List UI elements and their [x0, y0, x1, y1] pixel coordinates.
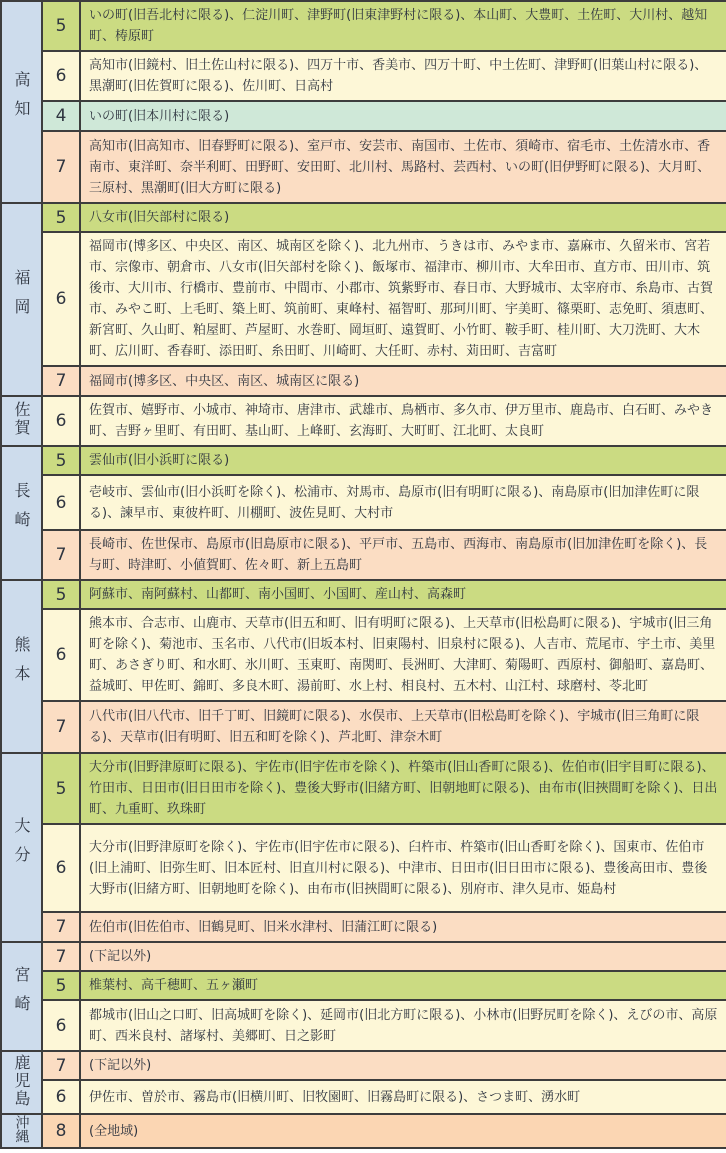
prefecture-label: 宮崎: [12, 965, 31, 1024]
municipality-list: (下記以外): [80, 942, 726, 971]
zone-number: 6: [42, 609, 80, 701]
zone-number: 8: [42, 1114, 80, 1148]
prefecture-okinawa: [1, 1114, 42, 1148]
zone-number: 6: [42, 1080, 80, 1114]
municipality-list: (下記以外): [80, 1051, 726, 1080]
table-row: [1, 580, 726, 609]
table-row: [1, 1051, 726, 1080]
municipality-list: 伊佐市、曽於市、霧島市(旧横川町、旧牧園町、旧霧島町に限る)、さつま町、湧水町: [80, 1080, 726, 1114]
prefecture-fukuoka: [1, 203, 42, 396]
prefecture-miyazaki: [1, 942, 42, 1051]
prefecture-saga: [1, 396, 42, 446]
zone-number: 6: [42, 396, 80, 446]
municipality-list: いの町(旧吾北村に限る)、仁淀川町、津野町(旧東津野村に限る)、本山町、大豊町、土佐町、大川村、越知町、梼原町: [80, 1, 726, 51]
zone-number: 5: [42, 1, 80, 51]
table-row: [1, 396, 726, 446]
prefecture-label: 鹿児島: [12, 1053, 31, 1108]
prefecture-label: 福岡: [12, 268, 31, 327]
zone-number: 4: [42, 101, 80, 131]
prefecture-label: 長崎: [12, 482, 31, 540]
table-row: [1, 701, 726, 753]
municipality-list: 大分市(旧野津原町に限る)、宇佐市(旧宇佐市を除く)、杵築市(旧山香町に限る)、佐伯市(旧宇目町に限る)、竹田市、日田市(旧日田市を除く)、豊後大野市(旧緒方町、旧朝地町に限る)、由布市(旧挾間町を除く)、日出町、九重町、玖珠町: [80, 753, 726, 824]
prefecture-label: 熊本: [12, 635, 31, 694]
zone-number: 7: [42, 366, 80, 396]
zone-number: 5: [42, 971, 80, 1000]
zone-number: 7: [42, 942, 80, 971]
table-row: [1, 366, 726, 396]
zone-number: 5: [42, 580, 80, 609]
table-row: [1, 753, 726, 824]
municipality-list: 八女市(旧矢部村に限る): [80, 203, 726, 232]
prefecture-kagoshima: [1, 1051, 42, 1114]
table-row: [1, 912, 726, 942]
municipality-list: 大分市(旧野津原町を除く)、宇佐市(旧宇佐市に限る)、臼杵市、杵築市(旧山香町を除く)、国東市、佐伯市(旧上浦町、旧弥生町、旧本匠村、旧直川村に限る)、中津市、日田市(旧日田市に限る)、豊後高田市、豊後大野市(旧緒方町、旧朝地町を除く)、由布市(旧挾間町に限る)、別府市、津久見市、姫島村: [80, 824, 726, 912]
table-row: [1, 1114, 726, 1148]
table-row: [1, 609, 726, 701]
table-row: [1, 1, 726, 51]
municipality-list: (全地域): [80, 1114, 726, 1148]
municipality-list: 椎葉村、高千穂町、五ヶ瀬町: [80, 971, 726, 1000]
prefecture-label: 沖縄: [13, 1115, 30, 1143]
municipality-list: 高知市(旧高知市、旧春野町に限る)、室戸市、安芸市、南国市、土佐市、須崎市、宿毛市、土佐清水市、香南市、東洋町、奈半利町、田野町、安田町、北川村、馬路村、芸西村、いの町(旧伊野町に限る)、大月町、三原村、黒潮町(旧大方町に限る): [80, 131, 726, 203]
table-row: [1, 203, 726, 232]
municipality-list: 壱岐市、雲仙市(旧小浜町を除く)、松浦市、対馬市、島原市(旧有明町に限る)、南島原市(旧加津佐町に限る)、諫早市、東彼杵町、川棚町、波佐見町、大村市: [80, 475, 726, 530]
municipality-list: 熊本市、合志市、山鹿市、天草市(旧五和町、旧有明町に限る)、上天草市(旧松島町に限る)、宇城市(旧三角町を除く)、菊池市、玉名市、八代市(旧坂本村、旧東陽村、旧泉村に限る)、人吉市、荒尾市、宇土市、美里町、あさぎり町、和水町、氷川町、玉東町、南関町、長洲町、大津町、菊陽町、西原村、御船町、嘉島町、益城町、甲佐町、錦町、多良木町、湯前町、水上村、相良村、五木村、山江村、球磨村、苓北町: [80, 609, 726, 701]
zone-number: 7: [42, 530, 80, 580]
prefecture-nagasaki: [1, 446, 42, 580]
prefecture-label: 高知: [12, 71, 31, 129]
municipality-list: 阿蘇市、南阿蘇村、山都町、南小国町、小国町、産山村、高森町: [80, 580, 726, 609]
zone-number: 6: [42, 51, 80, 101]
prefecture-oita: [1, 753, 42, 942]
table-row: [1, 824, 726, 912]
municipality-list: 佐伯市(旧佐伯市、旧鶴見町、旧米水津村、旧蒲江町に限る): [80, 912, 726, 942]
zone-number: 7: [42, 912, 80, 942]
table-row: [1, 51, 726, 101]
table-row: [1, 446, 726, 475]
table-row: [1, 942, 726, 971]
zone-number: 7: [42, 701, 80, 753]
prefecture-kumamoto: [1, 580, 42, 753]
table-row: [1, 101, 726, 131]
table-row: [1, 131, 726, 203]
zone-number: 6: [42, 824, 80, 912]
zone-number: 6: [42, 232, 80, 366]
municipality-list: 佐賀市、嬉野市、小城市、神埼市、唐津市、武雄市、鳥栖市、多久市、伊万里市、鹿島市、白石町、みやき町、吉野ヶ里町、有田町、基山町、上峰町、玄海町、大町町、江北町、太良町: [80, 396, 726, 446]
municipality-list: 八代市(旧八代市、旧千丁町、旧鏡町に限る)、水俣市、上天草市(旧松島町を除く)、宇城市(旧三角町に限る)、天草市(旧有明町、旧五和町を除く)、芦北町、津奈木町: [80, 701, 726, 753]
zone-number: 6: [42, 1000, 80, 1051]
prefecture-label: 佐賀: [12, 401, 31, 437]
municipality-list: 高知市(旧鏡村、旧土佐山村に限る)、四万十市、香美市、四万十町、中土佐町、津野町(旧葉山村に限る)、黒潮町(旧佐賀町に限る)、佐川町、日高村: [80, 51, 726, 101]
municipality-list: 都城市(旧山之口町、旧高城町を除く)、延岡市(旧北方町に限る)、小林市(旧野尻町を除く)、えびの市、高原町、西米良村、諸塚村、美郷町、日之影町: [80, 1000, 726, 1051]
prefecture-label: 大分: [12, 816, 31, 875]
municipality-list: 雲仙市(旧小浜町に限る): [80, 446, 726, 475]
prefecture-kochi: [1, 1, 42, 203]
municipality-list: 福岡市(博多区、中央区、南区、城南区に限る): [80, 366, 726, 396]
table-row: [1, 232, 726, 366]
table-row: [1, 971, 726, 1000]
table-row: [1, 1000, 726, 1051]
zone-number: 5: [42, 203, 80, 232]
zone-number: 7: [42, 1051, 80, 1080]
zone-number: 7: [42, 131, 80, 203]
table-row: [1, 475, 726, 530]
municipality-list: 福岡市(博多区、中央区、南区、城南区を除く)、北九州市、うきは市、みやま市、嘉麻市、久留米市、宮若市、宗像市、朝倉市、八女市(旧矢部村を除く)、飯塚市、福津市、柳川市、大牟田市、直方市、田川市、筑後市、大川市、行橋市、豊前市、中間市、小郡市、筑紫野市、春日市、大野城市、太宰府市、糸島市、古賀市、みやこ町、上毛町、築上町、筑前町、東峰村、福智町、那珂川町、宇美町、篠栗町、志免町、須恵町、新宮町、久山町、粕屋町、芦屋町、水巻町、岡垣町、遠賀町、小竹町、鞍手町、桂川町、大刀洗町、大木町、広川町、香春町、添田町、糸田町、川崎町、大任町、赤村、苅田町、吉富町: [80, 232, 726, 366]
table-row: [1, 530, 726, 580]
zone-number: 5: [42, 753, 80, 824]
table-row: [1, 1080, 726, 1114]
zone-number: 6: [42, 475, 80, 530]
municipality-list: いの町(旧本川村に限る): [80, 101, 726, 131]
zone-number: 5: [42, 446, 80, 475]
municipality-list: 長崎市、佐世保市、島原市(旧島原市に限る)、平戸市、五島市、西海市、南島原市(旧加津佐町を除く)、長与町、時津町、小値賀町、佐々町、新上五島町: [80, 530, 726, 580]
